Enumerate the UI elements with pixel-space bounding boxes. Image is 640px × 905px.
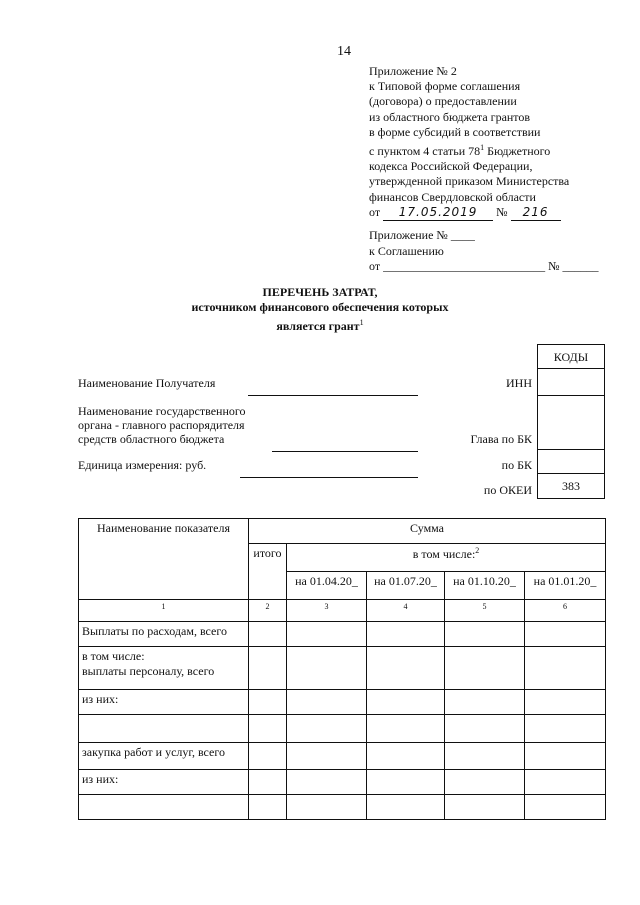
- value-cell[interactable]: [249, 770, 287, 795]
- date-header: на 01.01.20_: [525, 572, 606, 600]
- col-number: 1: [79, 600, 249, 622]
- inn-label: ИНН: [506, 376, 532, 390]
- table-row: [79, 690, 606, 715]
- row-label: [79, 795, 249, 820]
- date-header: на 01.10.20_: [445, 572, 525, 600]
- appendix-header: [369, 64, 609, 221]
- footnote-mark: 1: [480, 143, 485, 153]
- col-number: 2: [249, 600, 287, 622]
- value-cell[interactable]: [287, 770, 367, 795]
- value-cell[interactable]: [367, 743, 445, 770]
- appendix-line: Приложение № 2: [369, 64, 457, 78]
- appendix-line: из областного бюджета грантов: [369, 109, 531, 124]
- value-cell[interactable]: [367, 770, 445, 795]
- agreement-line: к Соглашению: [369, 243, 444, 258]
- col-name-header: Наименование показателя: [79, 519, 249, 600]
- inn-code-cell: [538, 369, 604, 396]
- okei-label: по ОКЕИ: [483, 483, 532, 497]
- codes-box: [537, 344, 605, 499]
- row-label: закупка работ и услуг, всего: [79, 743, 249, 770]
- codes-header: КОДЫ: [538, 345, 604, 369]
- value-cell[interactable]: [287, 647, 367, 690]
- value-cell[interactable]: [367, 647, 445, 690]
- page-number: 14: [337, 44, 351, 59]
- col-number: 3: [287, 600, 367, 622]
- handwritten-number: 216: [511, 205, 561, 221]
- appendix-line: (договора) о предоставлении: [369, 94, 517, 109]
- row-label: Выплаты по расходам, всего: [79, 622, 249, 647]
- value-cell[interactable]: [525, 622, 606, 647]
- value-cell[interactable]: [249, 622, 287, 647]
- value-cell[interactable]: [249, 690, 287, 715]
- recipient-line: [248, 395, 418, 396]
- value-cell[interactable]: [367, 622, 445, 647]
- col-number: 6: [525, 600, 606, 622]
- page-title: ПЕРЕЧЕНЬ ЗАТРАТ,: [262, 285, 378, 299]
- appendix-line: финансов Свердловской области: [369, 189, 536, 204]
- row-label: из них:: [79, 770, 249, 795]
- value-cell[interactable]: [249, 647, 287, 690]
- table-row: [79, 795, 606, 820]
- row-label: из них:: [79, 690, 249, 715]
- date-header: на 01.07.20_: [367, 572, 445, 600]
- value-cell[interactable]: [525, 715, 606, 743]
- appendix-line: к Типовой форме соглашения: [369, 79, 521, 94]
- agreement-line: Приложение № ____: [369, 228, 475, 242]
- value-cell[interactable]: [287, 690, 367, 715]
- agreement-appendix: [369, 228, 599, 275]
- org-label: средств областного бюджета: [78, 432, 225, 446]
- bk-code-cell: [538, 450, 604, 474]
- appendix-line: в форме субсидий в соответствии: [369, 124, 541, 139]
- recipient-label: Наименование Получателя: [78, 376, 216, 390]
- page-subtitle: является грант$^1$: [276, 318, 364, 333]
- appendix-line: кодекса Российской Федерации,: [369, 159, 533, 174]
- org-label: органа - главного распорядителя: [78, 418, 245, 432]
- okei-code-cell: 383: [538, 474, 604, 499]
- value-cell[interactable]: [367, 795, 445, 820]
- table-row: [79, 647, 606, 690]
- value-cell[interactable]: [249, 743, 287, 770]
- unit-line: [240, 477, 418, 478]
- value-cell[interactable]: [367, 690, 445, 715]
- value-cell[interactable]: [445, 690, 525, 715]
- value-cell[interactable]: [287, 795, 367, 820]
- value-cell[interactable]: [525, 647, 606, 690]
- table-row: [79, 715, 606, 743]
- bk-label: по БК: [501, 458, 532, 472]
- col-number: 5: [445, 600, 525, 622]
- value-cell[interactable]: [445, 715, 525, 743]
- table-row: [79, 770, 606, 795]
- org-line: [272, 451, 418, 452]
- table-row: [79, 622, 606, 647]
- value-cell[interactable]: [445, 795, 525, 820]
- value-cell[interactable]: [249, 795, 287, 820]
- chapter-label: Глава по БК: [470, 432, 532, 446]
- value-cell[interactable]: [445, 647, 525, 690]
- including-header: в том числе:$^2$: [287, 544, 606, 572]
- value-cell[interactable]: [445, 622, 525, 647]
- agreement-line: от ___________________________ № ______: [369, 259, 599, 273]
- row-label: в том числе: выплаты персоналу, всего: [79, 647, 249, 690]
- date-header: на 01.04.20_: [287, 572, 367, 600]
- table-row: [79, 743, 606, 770]
- unit-label: Единица измерения: руб.: [78, 458, 207, 472]
- row-label: [79, 715, 249, 743]
- value-cell[interactable]: [525, 743, 606, 770]
- value-cell[interactable]: [287, 622, 367, 647]
- value-cell[interactable]: [525, 795, 606, 820]
- sum-header: Сумма: [249, 519, 606, 544]
- value-cell[interactable]: [525, 690, 606, 715]
- appendix-date-line: от 17.05.2019 № 216: [369, 205, 609, 221]
- col-number: 4: [367, 600, 445, 622]
- total-header: итого: [249, 544, 287, 600]
- page-subtitle: источником финансового обеспечения которых: [191, 300, 449, 314]
- footnote-mark: 1: [359, 318, 364, 327]
- value-cell[interactable]: [445, 770, 525, 795]
- value-cell[interactable]: [287, 743, 367, 770]
- handwritten-date: 17.05.2019: [383, 205, 493, 221]
- value-cell[interactable]: [249, 715, 287, 743]
- value-cell[interactable]: [287, 715, 367, 743]
- expenses-table: [78, 518, 606, 820]
- chapter-code-cell: [538, 396, 604, 450]
- value-cell[interactable]: [525, 770, 606, 795]
- appendix-line: утвержденной приказом Министерства: [369, 174, 570, 189]
- appendix-line: с пунктом 4 статьи $78^1$ Бюджетного: [369, 143, 551, 159]
- org-label: Наименование государственного: [78, 404, 246, 418]
- value-cell[interactable]: [367, 715, 445, 743]
- value-cell[interactable]: [445, 743, 525, 770]
